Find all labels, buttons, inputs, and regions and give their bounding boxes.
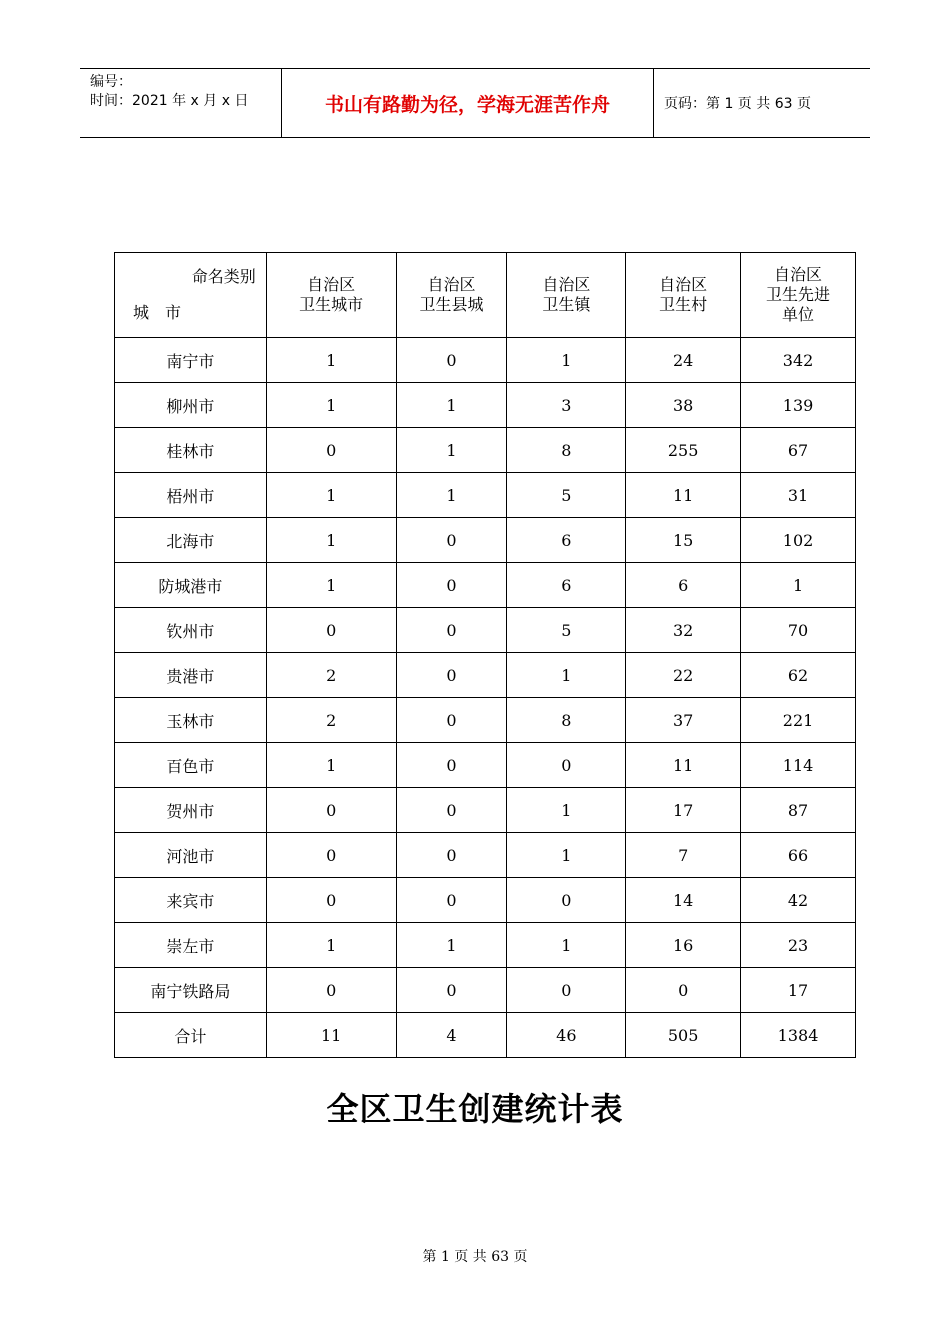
count-cell: 1 xyxy=(507,923,626,968)
count-cell: 1 xyxy=(507,788,626,833)
column-header xyxy=(741,253,856,338)
count-cell: 24 xyxy=(626,338,741,383)
table-row xyxy=(115,968,856,1013)
corner-category-label: 命名类别 xyxy=(191,267,256,286)
table-row xyxy=(115,743,856,788)
column-header-line: 自治区 xyxy=(307,275,356,294)
page-footer: 第 1 页 共 63 页 xyxy=(422,1249,528,1265)
count-cell: 0 xyxy=(396,338,507,383)
count-cell: 14 xyxy=(626,878,741,923)
header-page-info: 页码：第 1 页 共 63 页 xyxy=(664,96,811,112)
city-cell: 柳州市 xyxy=(115,383,267,428)
count-cell: 23 xyxy=(741,923,856,968)
count-cell: 1 xyxy=(266,473,396,518)
count-cell: 2 xyxy=(266,653,396,698)
count-cell: 1 xyxy=(266,383,396,428)
count-cell: 0 xyxy=(266,788,396,833)
count-cell: 11 xyxy=(266,1013,396,1058)
city-cell: 贵港市 xyxy=(115,653,267,698)
count-cell: 87 xyxy=(741,788,856,833)
count-cell: 46 xyxy=(507,1013,626,1058)
count-cell: 114 xyxy=(741,743,856,788)
header-meta xyxy=(80,69,282,137)
city-cell: 来宾市 xyxy=(115,878,267,923)
count-cell: 1384 xyxy=(741,1013,856,1058)
column-header-line: 卫生先进 xyxy=(766,285,831,304)
count-cell: 70 xyxy=(741,608,856,653)
table-row xyxy=(115,878,856,923)
city-cell: 贺州市 xyxy=(115,788,267,833)
count-cell: 66 xyxy=(741,833,856,878)
count-cell: 16 xyxy=(626,923,741,968)
city-cell: 南宁铁路局 xyxy=(115,968,267,1013)
city-cell: 玉林市 xyxy=(115,698,267,743)
table-row xyxy=(115,338,856,383)
count-cell: 0 xyxy=(396,878,507,923)
count-cell: 17 xyxy=(626,788,741,833)
count-cell: 1 xyxy=(396,473,507,518)
count-cell: 22 xyxy=(626,653,741,698)
count-cell: 0 xyxy=(626,968,741,1013)
column-header-line: 卫生村 xyxy=(659,295,708,314)
column-header-line: 卫生城市 xyxy=(299,295,364,314)
count-cell: 1 xyxy=(741,563,856,608)
count-cell: 221 xyxy=(741,698,856,743)
header-slogan: 书山有路勤为径，学海无涯苦作舟 xyxy=(282,69,654,137)
corner-city-label: 城 市 xyxy=(133,303,182,322)
count-cell: 67 xyxy=(741,428,856,473)
column-header xyxy=(266,253,396,338)
table-row xyxy=(115,428,856,473)
count-cell: 6 xyxy=(626,563,741,608)
count-cell: 6 xyxy=(507,563,626,608)
table-row xyxy=(115,923,856,968)
count-cell: 342 xyxy=(741,338,856,383)
count-cell: 0 xyxy=(396,968,507,1013)
city-cell: 防城港市 xyxy=(115,563,267,608)
count-cell: 5 xyxy=(507,608,626,653)
city-cell: 百色市 xyxy=(115,743,267,788)
count-cell: 1 xyxy=(266,563,396,608)
count-cell: 0 xyxy=(266,878,396,923)
count-cell: 102 xyxy=(741,518,856,563)
page-title: 全区卫生创建统计表 xyxy=(326,1090,624,1128)
table-row xyxy=(115,698,856,743)
document-header xyxy=(80,68,870,138)
city-cell: 合计 xyxy=(115,1013,267,1058)
column-header-line: 卫生镇 xyxy=(542,295,591,314)
table-header-row xyxy=(115,253,856,338)
table-row xyxy=(115,653,856,698)
table-row xyxy=(115,383,856,428)
column-header xyxy=(507,253,626,338)
column-header xyxy=(626,253,741,338)
city-cell: 梧州市 xyxy=(115,473,267,518)
count-cell: 139 xyxy=(741,383,856,428)
table-row xyxy=(115,518,856,563)
count-cell: 42 xyxy=(741,878,856,923)
column-header-line: 自治区 xyxy=(659,275,708,294)
count-cell: 8 xyxy=(507,428,626,473)
count-cell: 31 xyxy=(741,473,856,518)
count-cell: 8 xyxy=(507,698,626,743)
count-cell: 1 xyxy=(507,653,626,698)
count-cell: 62 xyxy=(741,653,856,698)
column-header-line: 自治区 xyxy=(542,275,591,294)
count-cell: 0 xyxy=(396,563,507,608)
count-cell: 0 xyxy=(507,743,626,788)
city-cell: 桂林市 xyxy=(115,428,267,473)
count-cell: 1 xyxy=(266,743,396,788)
column-header-line: 单位 xyxy=(782,305,815,324)
table-body xyxy=(115,338,856,1058)
number-label: 编号： xyxy=(90,74,132,90)
count-cell: 1 xyxy=(507,833,626,878)
column-header-line: 自治区 xyxy=(774,265,823,284)
count-cell: 0 xyxy=(266,428,396,473)
count-cell: 0 xyxy=(507,878,626,923)
count-cell: 1 xyxy=(266,923,396,968)
corner-header-cell xyxy=(115,253,267,338)
column-header-line: 自治区 xyxy=(427,275,476,294)
count-cell: 11 xyxy=(626,473,741,518)
table-row xyxy=(115,563,856,608)
column-header-line: 卫生县城 xyxy=(419,295,484,314)
count-cell: 1 xyxy=(396,923,507,968)
count-cell: 0 xyxy=(396,833,507,878)
count-cell: 0 xyxy=(396,788,507,833)
count-cell: 32 xyxy=(626,608,741,653)
count-cell: 0 xyxy=(266,968,396,1013)
city-cell: 钦州市 xyxy=(115,608,267,653)
table-row xyxy=(115,833,856,878)
count-cell: 1 xyxy=(266,338,396,383)
city-cell: 崇左市 xyxy=(115,923,267,968)
count-cell: 0 xyxy=(396,608,507,653)
count-cell: 255 xyxy=(626,428,741,473)
statistics-table xyxy=(114,252,856,1058)
date-label: 时间：2021 年 x 月 x 日 xyxy=(90,93,249,109)
count-cell: 15 xyxy=(626,518,741,563)
table-row xyxy=(115,473,856,518)
count-cell: 1 xyxy=(396,428,507,473)
count-cell: 38 xyxy=(626,383,741,428)
count-cell: 1 xyxy=(396,383,507,428)
count-cell: 0 xyxy=(396,743,507,788)
count-cell: 505 xyxy=(626,1013,741,1058)
count-cell: 17 xyxy=(741,968,856,1013)
city-cell: 北海市 xyxy=(115,518,267,563)
count-cell: 2 xyxy=(266,698,396,743)
count-cell: 0 xyxy=(266,608,396,653)
count-cell: 7 xyxy=(626,833,741,878)
count-cell: 0 xyxy=(396,653,507,698)
count-cell: 3 xyxy=(507,383,626,428)
city-cell: 南宁市 xyxy=(115,338,267,383)
table-row xyxy=(115,608,856,653)
count-cell: 1 xyxy=(266,518,396,563)
count-cell: 0 xyxy=(396,698,507,743)
count-cell: 1 xyxy=(507,338,626,383)
count-cell: 5 xyxy=(507,473,626,518)
count-cell: 37 xyxy=(626,698,741,743)
count-cell: 4 xyxy=(396,1013,507,1058)
count-cell: 0 xyxy=(507,968,626,1013)
total-row xyxy=(115,1013,856,1058)
count-cell: 0 xyxy=(266,833,396,878)
column-header xyxy=(396,253,507,338)
count-cell: 6 xyxy=(507,518,626,563)
count-cell: 0 xyxy=(396,518,507,563)
table-row xyxy=(115,788,856,833)
count-cell: 11 xyxy=(626,743,741,788)
city-cell: 河池市 xyxy=(115,833,267,878)
